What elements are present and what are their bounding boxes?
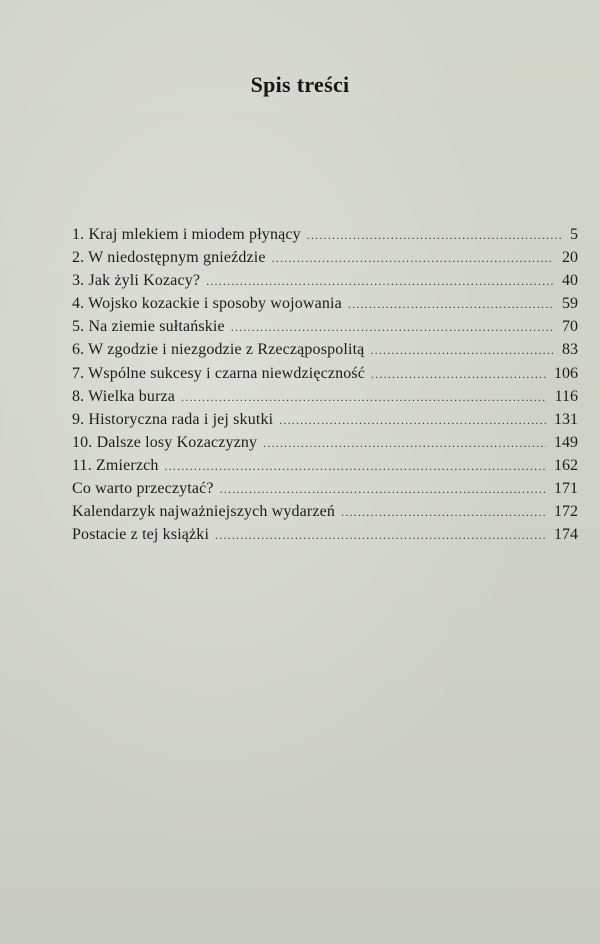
toc-entry (72, 246, 578, 269)
toc-page-number: 106 (554, 364, 578, 382)
toc-page-number: 70 (562, 318, 578, 336)
toc-entry-label: 9. Historyczna rada i jej skutki (72, 410, 274, 428)
toc-entry-label: 1. Kraj mlekiem i miodem płynący (72, 226, 301, 243)
toc-entry-label: 3. Jak żyli Kozacy? (72, 272, 201, 290)
toc-entry (72, 338, 578, 361)
toc-entry (72, 269, 578, 292)
toc-page-number: 40 (562, 272, 578, 290)
toc-entry (72, 223, 578, 246)
toc-page-number: 174 (554, 526, 578, 544)
toc-entry-label: 11. Zmierzch (72, 456, 159, 474)
dot-leader (371, 363, 546, 386)
toc-page-number: 83 (562, 341, 578, 359)
toc-page-number: 116 (554, 387, 578, 405)
toc-entry-label: 10. Dalsze losy Kozaczyzny (72, 433, 258, 451)
toc-entry-label: 8. Wielka burza (72, 387, 176, 405)
dot-leader (370, 339, 554, 362)
toc-page-number: 172 (554, 503, 578, 521)
dot-leader (341, 501, 546, 524)
toc-page-number: 131 (554, 410, 578, 428)
toc-entry (72, 408, 578, 431)
dot-leader (307, 224, 562, 247)
dot-leader (206, 270, 554, 293)
toc-entry (72, 362, 578, 385)
toc-entry (72, 477, 578, 500)
toc-page-number: 149 (554, 433, 578, 451)
dot-leader (231, 316, 554, 339)
dot-leader (272, 247, 554, 270)
toc-entry-label: 2. W niedostępnym gnieździe (72, 249, 266, 267)
toc-entry-label: 6. W zgodzie i niezgodzie z Rzecząpospolitą (72, 341, 365, 359)
toc-entry (72, 292, 578, 315)
toc-entry-label: Co warto przeczytać? (72, 480, 214, 498)
page-title: Spis treści (250, 72, 350, 97)
dot-leader (279, 409, 546, 432)
dot-leader (215, 524, 546, 547)
toc-entry (72, 500, 578, 523)
table-of-contents (72, 223, 578, 546)
toc-page-number: 5 (570, 226, 578, 243)
toc-page-number: 20 (562, 249, 578, 267)
toc-page-number: 59 (562, 295, 578, 313)
toc-entry (72, 454, 578, 477)
toc-entry (72, 315, 578, 338)
dot-leader (220, 478, 546, 501)
toc-entry-label: 4. Wojsko kozackie i sposoby wojowania (72, 295, 342, 313)
toc-page-number: 162 (554, 456, 578, 474)
toc-entry-label: 5. Na ziemie sułtańskie (72, 318, 225, 336)
toc-entry-label: Kalendarzyk najważniejszych wydarzeń (72, 503, 336, 521)
dot-leader (348, 293, 554, 316)
toc-page-number: 171 (554, 480, 578, 498)
dot-leader (165, 455, 546, 478)
toc-entry-label: 7. Wspólne sukcesy i czarna niewdzięczność (72, 364, 366, 382)
toc-entry (72, 431, 578, 454)
toc-entry (72, 523, 578, 546)
dot-leader (181, 386, 547, 409)
dot-leader (263, 432, 546, 455)
toc-entry-label: Postacie z tej książki (72, 526, 210, 544)
toc-entry (72, 385, 578, 408)
